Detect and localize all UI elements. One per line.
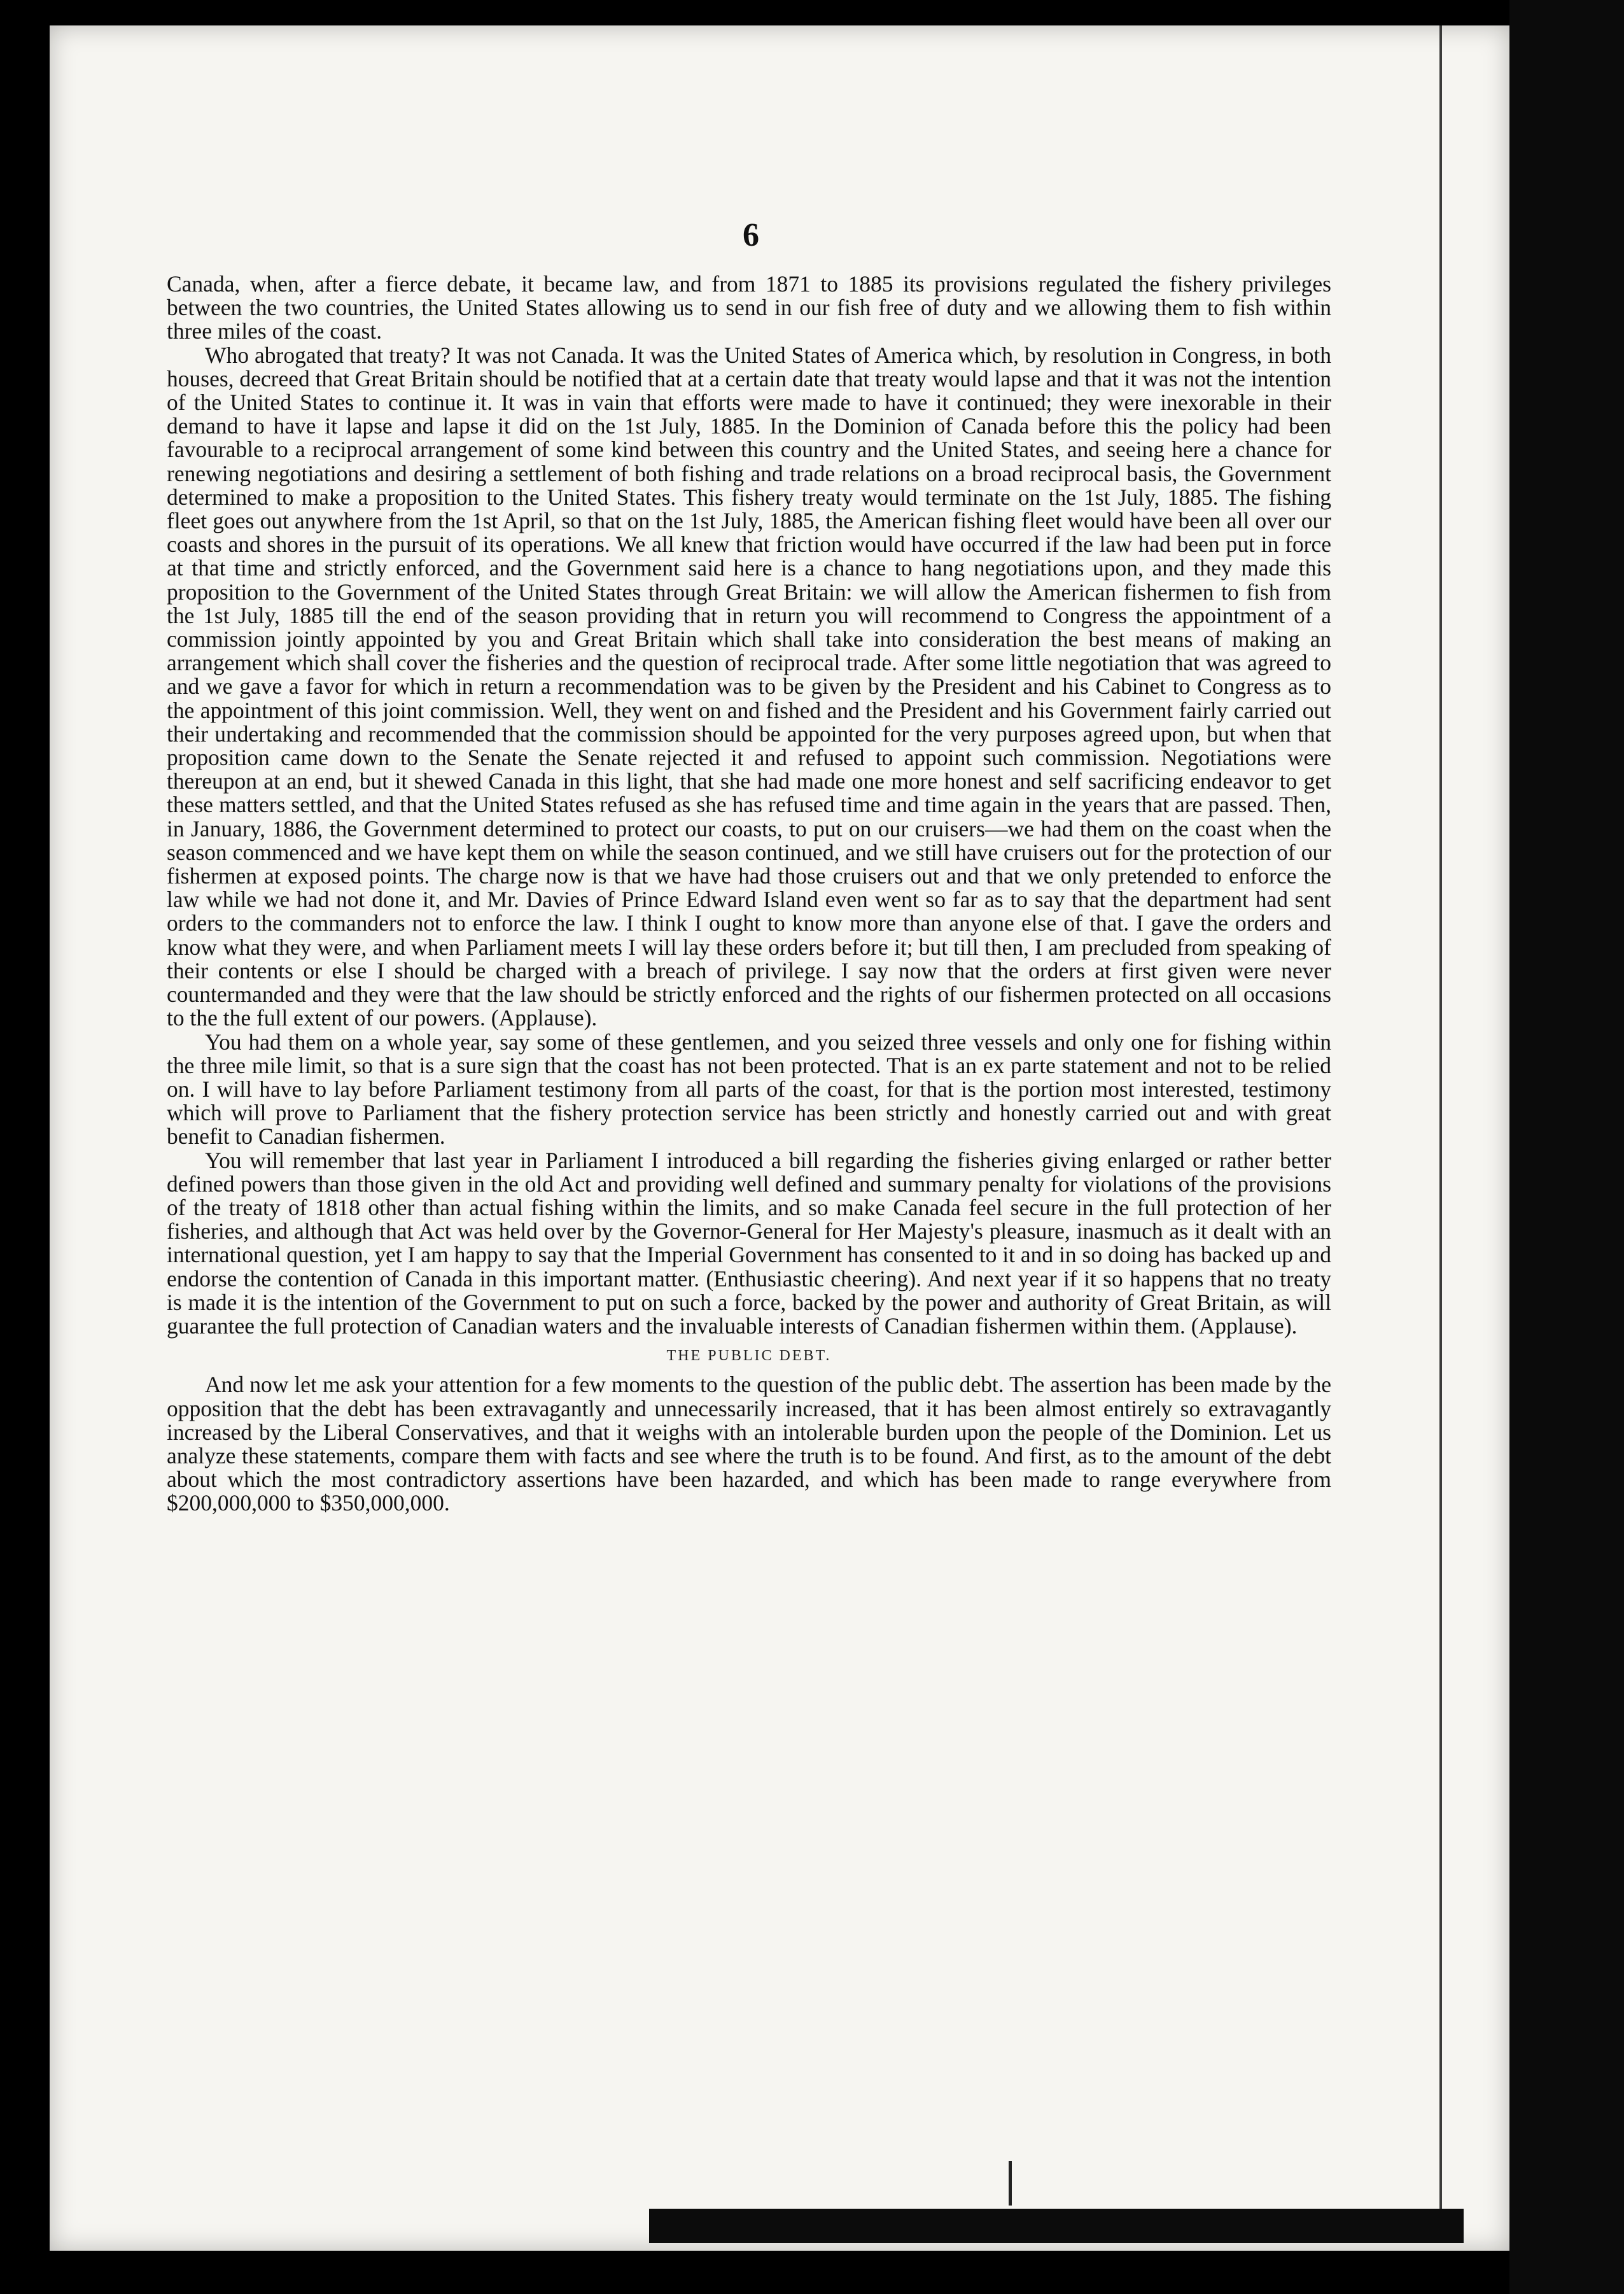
body-text bbox=[167, 272, 1331, 1516]
scan-bottom-edge bbox=[649, 2209, 1464, 2243]
scan-binding-edge bbox=[1509, 0, 1624, 2294]
paragraph-1: Canada, when, after a fierce debate, it became law, and from 1871 to 1885 its provisions regulated the fishery privileges between the two countries, the United States allowing us to send in our fish free of duty and we allowing them to fish within three miles of the coast. bbox=[167, 271, 1331, 344]
paragraph-5: And now let me ask your attention for a few moments to the question of the public debt. The assertion has been made by the opposition that the debt has been extravagantly and unnecessarily increased, that it has been almost entirely so extravagantly increased by the Liberal Conservatives, and that it weighs with an intolerable burden upon the people of the Dominion. Let us analyze these statements, compare them with facts and see where the truth is to be found. And first, as to the amount of the debt about which the most contradictory assertions have been hazarded, and which has been made to range everywhere from $200,000,000 to $350,000,000. bbox=[167, 1372, 1331, 1516]
paragraph-4: You will remember that last year in Parliament I introduced a bill regarding the fisheries giving enlarged or rather better defined powers than those given in the old Act and providing well defined and summary penalty for violations of the provisions of the treaty of 1818 other than actual fishing within the limits, and so make Canada feel secure in the full protection of her fisheries, and although that Act was held over by the Governor-General for Her Majesty's pleasure, inasmuch as it dealt with an international question, yet I am happy to say that the Imperial Government has consented to it and in so doing has backed up and endorse the contention of Canada in this important matter. (Enthusiastic cheering). And next year if it so happens that no treaty is made it is the intention of the Government to put on such a force, backed by the power and authority of Great Britain, as will guarantee the full protection of Canadian waters and the invaluable interests of Canadian fishermen within them. (Applause). bbox=[167, 1147, 1331, 1339]
page-number: 6 bbox=[743, 217, 759, 253]
page-fold-line bbox=[1439, 25, 1442, 2221]
paragraph-2: Who abrogated that treaty? It was not Canada. It was the United States of America which, by resolution in Congress, in both houses, decreed that Great Britain should be notified that at a certain date that treaty would lapse and that it was not the intention of the United States to continue it. It was in vain that efforts were made to have it continued; they were inexorable in their demand to have it lapse and lapse it did on the 1st July, 1885. In the Dominion of Canada before this the policy had been favourable to a reciprocal arrangement of some kind between this country and the United States, and seeing here a chance for renewing negotiations and desiring a settlement of both fishing and trade relations on a broad reciprocal basis, the Government determined to make a proposition to the United States. This fishery treaty would terminate on the 1st July, 1885. The fishing fleet goes out anywhere from the 1st April, so that on the 1st July, 1885, the American fishing fleet would have been all over our coasts and shores in the pursuit of its operations. We all knew that friction would have occurred if the law had been put in force at that time and strictly enforced, and the Government said here is a chance to hang negotiations upon, and they made this proposition to the Government of the United States through Great Britain: we will allow the American fishermen to fish from the 1st July, 1885 till the end of the season providing that in return you will recommend to Congress the appointment of a commission jointly appointed by you and Great Britain which shall take into consideration the best means of making an arrangement which shall cover the fisheries and the question of reciprocal trade. After some little negotiation that was agreed to and we gave a favor for which in return a recommendation was to be given by the President and his Cabinet to Congress as to the appointment of this joint commission. Well, they went on and fished and the President and his Government fairly carried out their undertaking and recommended that the commission should be appointed for the very purposes agreed upon, but when that proposition came down to the Senate the Senate rejected it and refused to appoint such commission. Negotiations were thereupon at an end, but it shewed Canada in this light, that she had made one more honest and self sacrificing endeavor to get these matters settled, and that the United States refused as she has refused time and time again in the years that are passed. Then, in January, 1886, the Government determined to protect our coasts, to put on our cruisers—we had them on the coast when the season commenced and we have kept them on while the season continued, and we still have cruisers out for the protection of our fishermen at exposed points. The charge now is that we have had those cruisers out and that we only pretended to enforce the law while we had not done it, and Mr. Davies of Prince Edward Island even went so far as to say that the department had sent orders to the commanders not to enforce the law. I think I ought to know more than anyone else of that. I gave the orders and know what they were, and when Parliament meets I will lay these orders before it; but till then, I am precluded from speaking of their contents or else I should be charged with a breach of privilege. I say now that the orders at first given were never countermanded and they were that the law should be strictly enforced and the rights of our fishermen protected on all occasions to the the full extent of our powers. (Applause). bbox=[167, 342, 1331, 1031]
scan-mark bbox=[1009, 2161, 1012, 2206]
paragraph-3: You had them on a whole year, say some of these gentlemen, and you seized three vessels and only one for fishing within the three mile limit, so that is a sure sign that the coast has not been protected. That is an ex parte statement and not to be relied on. I will have to lay before Parliament testimony from all parts of the coast, for that is the portion most interested, testimony which will prove to Parliament that the fishery protection service has been strictly and honestly carried out and with great benefit to Canadian fishermen. bbox=[167, 1029, 1331, 1150]
section-heading: THE PUBLIC DEBT. bbox=[666, 1348, 832, 1365]
